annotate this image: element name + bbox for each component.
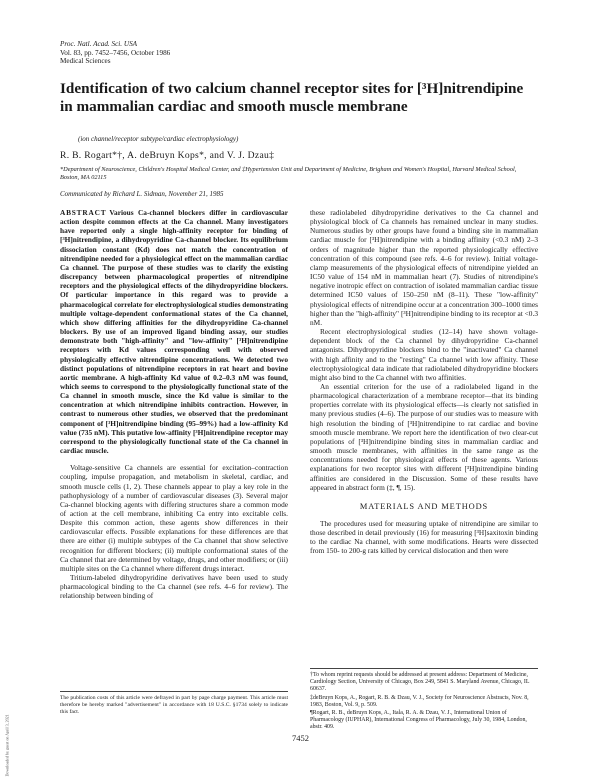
footnote-item: ¶Rogart, R. B., deBruyn Kops, A., Itala, R. A. & Dzau, V. J., International Union of Pharmacology (IUPHAR), International Congress of Pharmacology, July 30, 1984, London, abstr. 409. <box>310 710 527 731</box>
communicated-by: Communicated by Richard L. Sidman, November 21, 1985 <box>60 190 224 198</box>
journal-header <box>60 40 170 66</box>
affiliation: *Department of Neuroscience, Children's Hospital Medical Center, and ‡Hypertension Unit and Department of Medicine, Brigham and Women's Hospital, Harvard Medical School, Boston, MA 02115 <box>60 166 517 181</box>
article-title: Identification of two calcium channel receptor sites for [³H]nitrendipine in mammalian cardiac and smooth muscle membrane <box>60 80 524 115</box>
footnote-divider-left <box>60 691 288 692</box>
page-number: 7452 <box>292 733 309 743</box>
journal-section: Medical Sciences <box>60 57 111 66</box>
author-list: R. B. Rogart*†, A. deBruyn Kops*, and V. J. Dzau‡ <box>60 150 275 161</box>
intro-paragraph-2: Tritium-labeled dihydropyridine derivatives have been used to study pharmacological binding to the Ca channel (see refs. 4–6 for review). The relationship between binding of <box>60 573 288 601</box>
footnote-item: †To whom reprint requests should be addressed at present address: Department of Medicine, Cardiology Section, University of Chicago, Box 249, 5841 S. Maryland Avenue, Chicago, IL 60637. <box>310 672 530 693</box>
journal-volume: Vol. 83, pp. 7452–7456, October 1986 <box>60 48 171 57</box>
methods-paragraph: The procedures used for measuring uptake of nitrendipine are similar to those described in detail previously (16) for measuring [³H]saxitoxin binding to the cardiac Na channel, with some modifications. Hearts were dissected from 150- to 200-g rats killed by cervical dislocation and then were <box>310 519 538 556</box>
abstract-label: ABSTRACT <box>60 208 107 217</box>
intro-paragraph-1: Voltage-sensitive Ca channels are essential for excitation–contraction coupling, impulse propagation, and metabolism in skeletal, cardiac, and smooth muscle cells (1, 2). These channels appear to play a key role in the pathophysiology of a number of cardiovascular diseases (3). Several major Ca-channel blocking agents with differing structures share a common mode of action at the cell membrane, inhibiting Ca entry into excitable cells. Despite this common action, these agents show differences in their cardiovascular effects. Possible explanations for these differences are that there are either (i) multiple subtypes of the Ca channel that show selective recognition for different blockers; (ii) multiple conformational states of the Ca channel that are determined by voltage, drugs, and other modifiers; or (iii) multiple sites on the Ca channel where different drugs interact. <box>60 463 288 573</box>
left-column <box>60 208 288 601</box>
intro-paragraph-4: Recent electrophysiological studies (12–14) have shown voltage-dependent block of the Ca channel by dihydropyridine Ca-channel antagonists. Dihydropyridine blockers bind to the "inactivated" Ca channel with high affinity and to the "resting" Ca channel with low affinity. These electrophysiological data indicate that radiolabeled dihydropyridine blockers might also bind to the Ca channel with two affinities. <box>310 327 538 382</box>
section-heading: MATERIALS AND METHODS <box>359 501 489 511</box>
publication-cost-footnote: The publication costs of this article were defrayed in part by page charge payment. This article must therefore be hereby marked "advertisement" in accordance with 18 U.S.C. §1734 solely to indicate this fact. <box>60 695 288 715</box>
footnote-item: ‡deBruyn Kops, A., Rogart, R. B. & Dzau, V. J., Society for Neuroscience Abstracts, Nov. 8, 1983, Boston, Vol. 9, p. 509. <box>310 694 529 708</box>
footnotes <box>310 672 538 733</box>
abstract <box>60 208 288 455</box>
intro-paragraph-3: these radiolabeled dihydropyridine derivatives to the Ca channel and physiological block of Ca channels has remained unclear in many studies. Numerous studies by other groups have found a binding site in mammalian cardiac muscle for [³H]nitrendipine with a binding affinity (<0.3 nM) 2–3 orders of magnitude higher than the reported physiologically effective concentration of this compound (see refs. 4–6 for review). Initial voltage-clamp measurements of the physiological effects of nitrendipine yielded an IC50 value of 154 nM in mammalian heart (7). Studies of nitrendipine's negative inotropic effect on contraction of isolated mammalian cardiac tissue determined IC50 values of 150–250 nM (8–11). These "low-affinity" physiological effects of nitrendipine occur at a concentration 300–1000 times higher than the "high-affinity" [³H]nitrendipine binding to its receptor at <0.3 nM. <box>310 208 538 327</box>
intro-paragraph-5: An essential criterion for the use of a radiolabeled ligand in the pharmacological characterization of a membrane receptor—that its binding properties correlate with its physiological effects—is clearly not satisfied in many previous studies (4–6). The purpose of our studies was to measure with high resolution the binding of [³H]nitrendipine to rat cardiac and bovine smooth muscle membrane. We report here the identification of two clear-cut populations of [³H]nitrendipine binding sites in mammalian cardiac and smooth muscle membranes, with affinities in the same range as the concentrations needed for physiological effects of these agents. Various explanations for two receptor sites with different [³H]nitrendipine binding affinities are considered in the Discussion. Some of these results have appeared in abstract form (‡, ¶, 15). <box>310 381 538 492</box>
keywords: (ion channel/receptor subtype/cardiac electrophysiology) <box>78 135 239 143</box>
footnote-divider-right <box>310 668 538 669</box>
journal-name: Proc. Natl. Acad. Sci. USA <box>60 40 138 48</box>
download-stamp <box>3 706 9 778</box>
abstract-text: Various Ca-channel blockers differ in cardiovascular action despite common effects at the Ca channel. Many investigators have reported only a single high-affinity receptor for binding of [³H]nitrendipine, a dihydropyridine Ca-channel blocker. Its equilibrium dissociation constant (Kd) does not match the concentration of nitrendipine needed for a physiological effect on the mammalian cardiac Ca channel. The purpose of these studies was to clarify the existing discrepancy between pharmacological properties of nitrendipine receptors and the physiological effects of the dihydropyridine blockers. Of particular importance in this regard was to provide a pharmacological correlate for electrophysiological studies demonstrating multiple voltage-dependent conformational states of the Ca channel, which show differing affinities for the dihydropyridine Ca-channel blockers. By use of an improved ligand binding assay, our studies demonstrate both "high-affinity" and "low-affinity" [³H]nitrendipine receptors with Kd values corresponding well with observed physiologically effective nitrendipine concentrations. We detected two distinct populations of nitrendipine receptors in rat heart and bovine aortic membrane. A high-affinity Kd value of 0.2–0.3 nM was found, which seems to correspond to the physiologically functional state of the Ca channel in smooth muscle, since the Kd value is similar to the concentration at which nitrendipine inhibits contraction. However, in contrast to numerous other studies, we observed that the predominant component of [³H]nitrendipine binding (95–99%) had a low-affinity Kd value (735 nM). This putative low-affinity [³H]nitrendipine receptor may correspond to the physiologically functional state of the Ca channel in cardiac muscle. <box>60 208 288 456</box>
download-stamp-text: Downloaded by guest on April 3, 2021 <box>4 714 9 777</box>
right-column <box>310 208 538 556</box>
